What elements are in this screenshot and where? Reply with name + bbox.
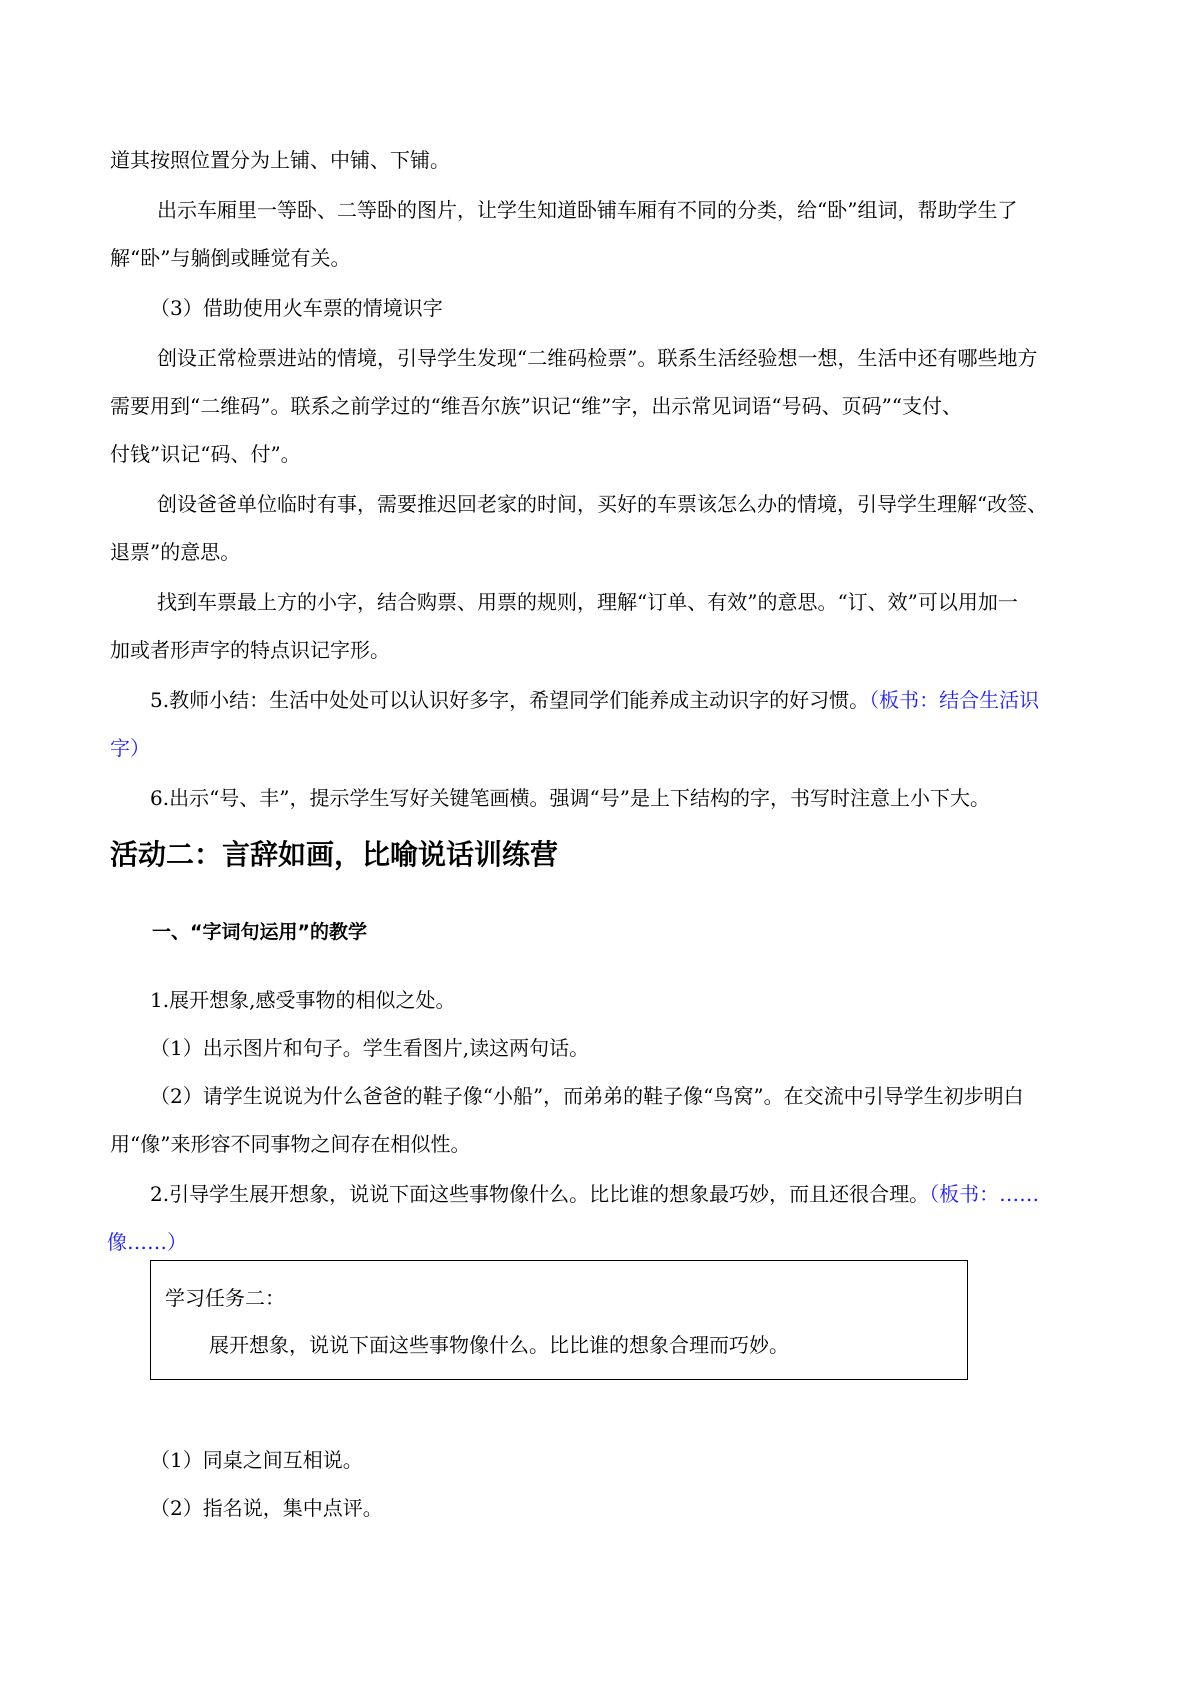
paragraph-line: 需要用到“二维码”。联系之前学过的“维吾尔族”识记“维”字，出示常见词语“号码、页码”“支付、 [110, 394, 963, 418]
activity-heading: 活动二：言辞如画，比喻说话训练营 [110, 838, 559, 871]
paragraph-line: 1.展开想象,感受事物的相似之处。 [150, 988, 456, 1012]
instruction-text: 2.引导学生展开想象，说说下面这些事物像什么。比比谁的想象最巧妙，而且还很合理。 [150, 1182, 930, 1206]
paragraph-line: （2）指名说，集中点评。 [150, 1496, 383, 1520]
paragraph-line: 创设爸爸单位临时有事，需要推迟回老家的时间，买好的车票该怎么办的情境，引导学生理解“改签、 [157, 492, 1048, 516]
paragraph-line: 6.出示“号、丰”，提示学生写好关键笔画横。强调“号”是上下结构的字，书写时注意上小下大。 [150, 786, 990, 810]
blackboard-note: 像……） [107, 1230, 187, 1254]
paragraph-line: 创设正常检票进站的情境，引导学生发现“二维码检票”。联系生活经验想一想，生活中还有哪些地方 [157, 346, 1038, 370]
sub-item-title: （3）借助使用火车票的情境识字 [150, 296, 443, 320]
paragraph-line: 退票”的意思。 [110, 540, 241, 564]
paragraph-line: 加或者形声字的特点识记字形。 [110, 638, 390, 662]
blackboard-note: （板书：…… [929, 1182, 1040, 1206]
paragraph-line [150, 688, 1039, 712]
blackboard-note: （板书：结合生活识 [869, 688, 1040, 712]
section-subheading: 一、“字词句运用”的教学 [152, 921, 367, 943]
blackboard-note: 字） [110, 736, 150, 760]
paragraph-line: （1）出示图片和句子。学生看图片,读这两句话。 [150, 1036, 590, 1060]
task-title: 学习任务二： [165, 1286, 285, 1310]
paragraph-line: （2）请学生说说为什么爸爸的鞋子像“小船”，而弟弟的鞋子像“鸟窝”。在交流中引导学生初步明白 [150, 1084, 1024, 1108]
paragraph-line [150, 1182, 1039, 1206]
paragraph-line: 出示车厢里一等卧、二等卧的图片，让学生知道卧铺车厢有不同的分类，给“卧”组词，帮助学生了 [157, 198, 1018, 222]
summary-text: 5.教师小结：生活中处处可以认识好多字，希望同学们能养成主动识字的好习惯。 [150, 688, 870, 712]
paragraph-line: 解“卧”与躺倒或睡觉有关。 [110, 246, 351, 270]
paragraph-line: 找到车票最上方的小字，结合购票、用票的规则，理解“订单、有效”的意思。“订、效”可以用加一 [157, 590, 1018, 614]
task-body: 展开想象，说说下面这些事物像什么。比比谁的想象合理而巧妙。 [209, 1333, 789, 1357]
learning-task-box [150, 1260, 968, 1380]
paragraph-line: （1）同桌之间互相说。 [150, 1448, 363, 1472]
paragraph-line: 道其按照位置分为上铺、中铺、下铺。 [110, 148, 450, 172]
paragraph-line: 付钱”识记“码、付”。 [110, 442, 301, 466]
paragraph-line: 用“像”来形容不同事物之间存在相似性。 [110, 1132, 471, 1156]
